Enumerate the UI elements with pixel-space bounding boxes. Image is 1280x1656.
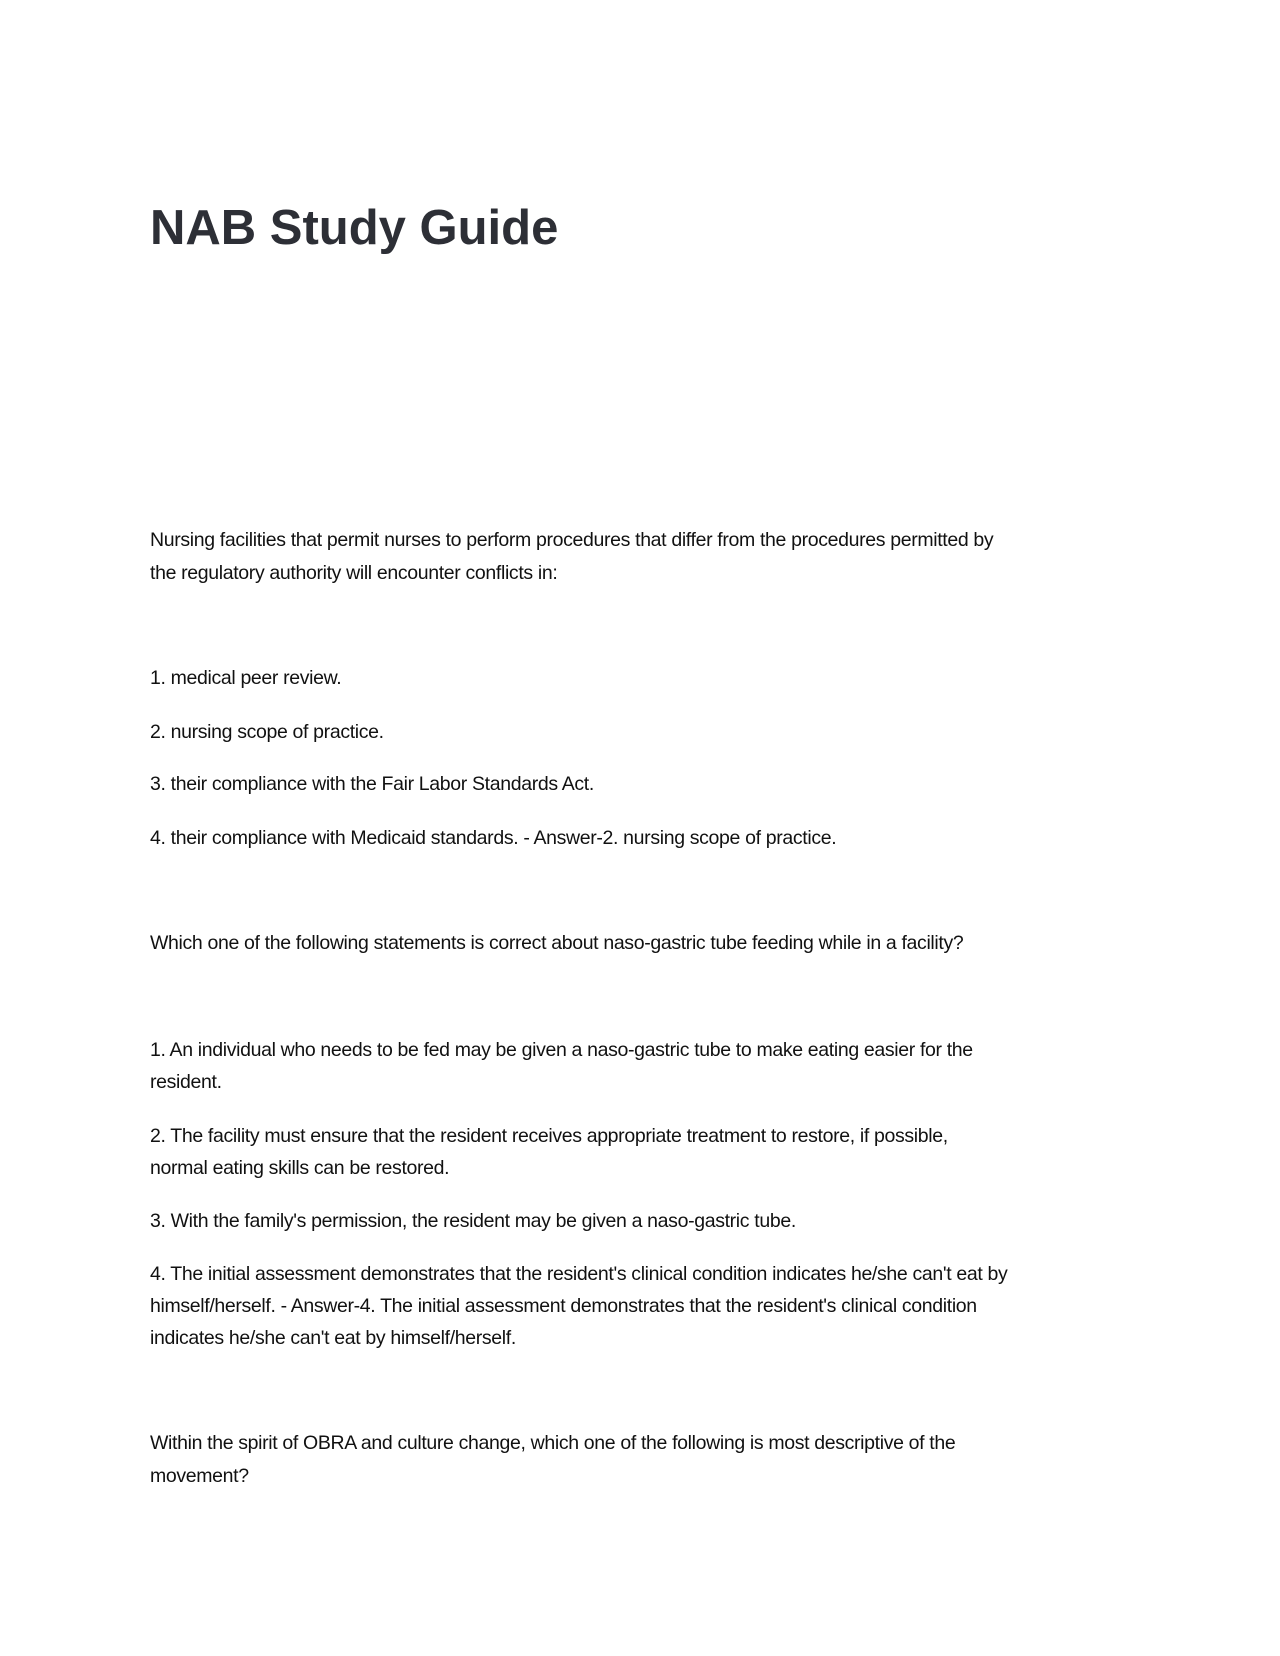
question-text: the regulatory authority will encounter conflicts in: (150, 562, 558, 584)
answer-option: 3. With the family's permission, the resident may be given a naso-gastric tube. (150, 1210, 796, 1232)
answer-option: 4. their compliance with Medicaid standards. - Answer-2. nursing scope of practice. (150, 827, 837, 849)
answer-option: 4. The initial assessment demonstrates that the resident's clinical condition indicates he/she can't eat by (150, 1263, 1008, 1285)
answer-option: indicates he/she can't eat by himself/herself. (150, 1327, 516, 1349)
answer-option: 2. nursing scope of practice. (150, 721, 384, 743)
question-text: Which one of the following statements is correct about naso-gastric tube feeding while in a facility? (150, 932, 964, 954)
answer-option: normal eating skills can be restored. (150, 1157, 450, 1179)
answer-option: himself/herself. - Answer-4. The initial assessment demonstrates that the resident's clinical condition (150, 1295, 977, 1317)
question-text: Within the spirit of OBRA and culture change, which one of the following is most descriptive of the (150, 1432, 956, 1454)
answer-option: 1. medical peer review. (150, 667, 342, 689)
answer-option: 3. their compliance with the Fair Labor Standards Act. (150, 773, 594, 795)
question-text: Nursing facilities that permit nurses to perform procedures that differ from the procedures permitted by (150, 529, 994, 551)
question-text: movement? (150, 1465, 249, 1487)
document-title: NAB Study Guide (150, 201, 559, 255)
answer-option: 2. The facility must ensure that the resident receives appropriate treatment to restore, if possible, (150, 1125, 948, 1147)
answer-option: 1. An individual who needs to be fed may be given a naso-gastric tube to make eating easier for the (150, 1039, 973, 1061)
answer-option: resident. (150, 1071, 222, 1093)
